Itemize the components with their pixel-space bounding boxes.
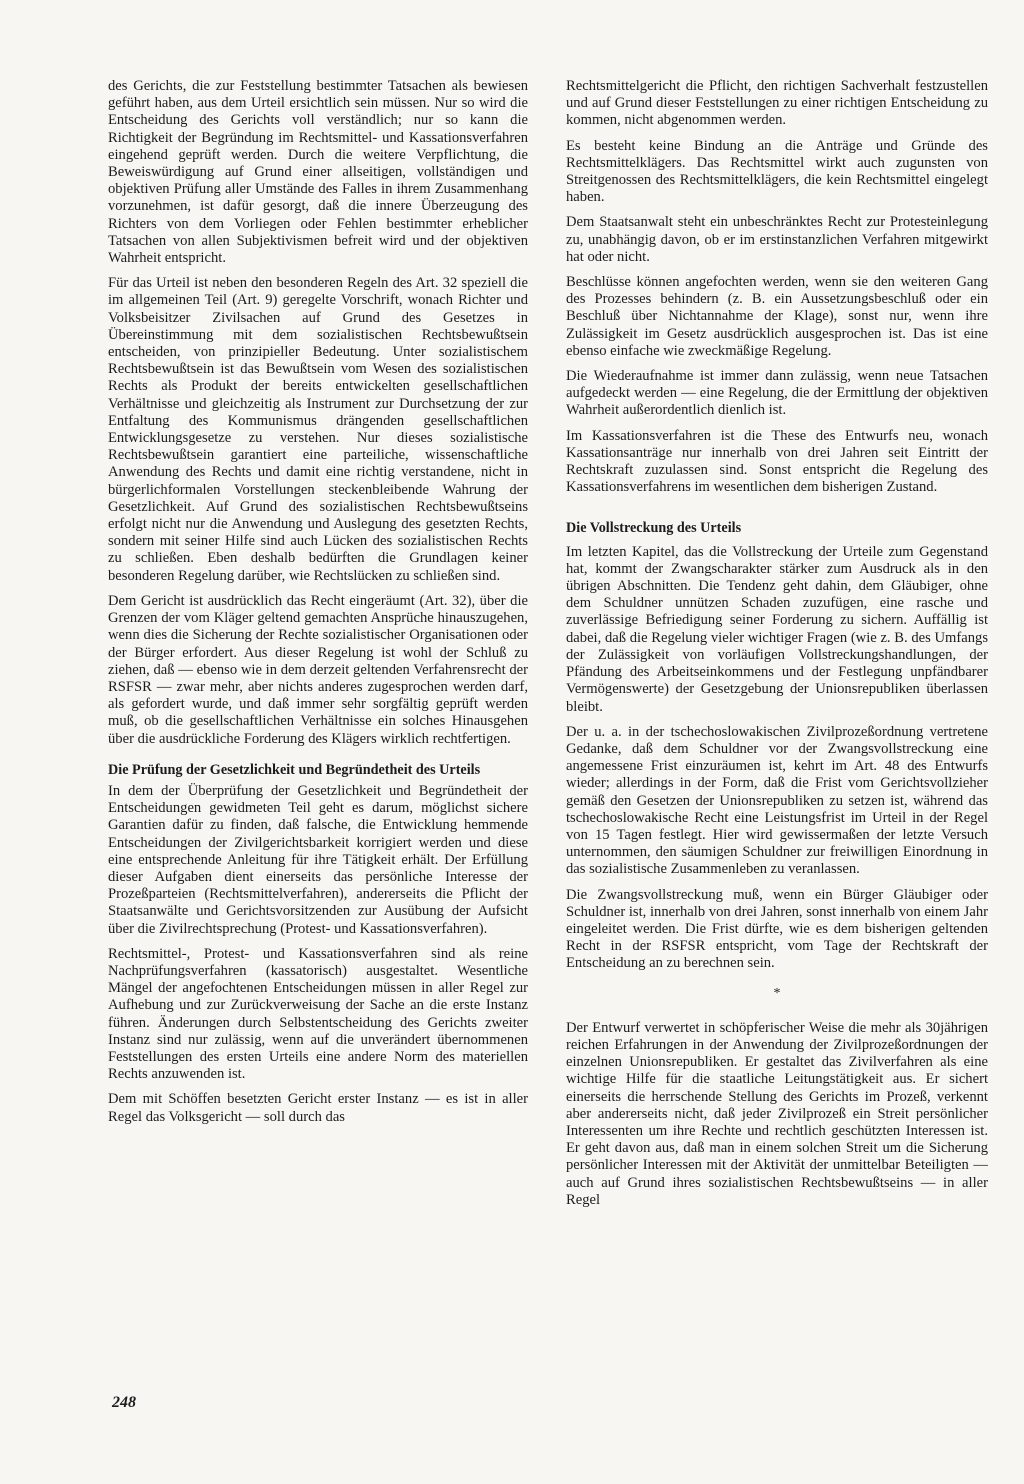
left-column bbox=[108, 78, 528, 1134]
paragraph: Die Wiederaufnahme ist immer dann zulässig, wenn neue Tatsachen aufgedeckt werden — eine Regelung, die der Ermittlung der objektiven Wahrheit außerordentlich dienlich ist. bbox=[566, 368, 988, 419]
paragraph: Rechtsmittelgericht die Pflicht, den richtigen Sachverhalt festzustellen und auf Grund dieser Feststellungen zu einer richtigen Entscheidung zu kommen, nicht abgenommen werden. bbox=[566, 78, 988, 129]
paragraph: Die Zwangsvollstreckung muß, wenn ein Bürger Gläubiger oder Schuldner ist, innerhalb von drei Jahren, sonst innerhalb von einem Jahr eingeleitet werden. Die Frist dürfte, wie es dem bisherigen geltenden Recht in der RSFSR entspricht, vom Tage der Rechtskraft der Entscheidung an zu berechnen sein. bbox=[566, 886, 988, 972]
paragraph: Rechtsmittel-, Protest- und Kassationsverfahren sind als reine Nachprüfungsverfahren (kassatorisch) ausgestaltet. Wesentliche Mängel der angefochtenen Entscheidungen müssen in aller Regel zur Aufhebung und zur Zurückverweisung der Sache an die erste Instanz führen. Änderungen durch Selbstentscheidung des Gerichts zweiter Instanz sind nur zulässig, wenn auf die unverändert übernommenen Feststellungen des ersten Urteils eine andere Norm des materiellen Rechts anzuwenden ist. bbox=[108, 945, 528, 1083]
paragraph: Dem Staatsanwalt steht ein unbeschränktes Recht zur Protesteinlegung zu, unabhängig davon, ob er im erstinstanzlichen Verfahren mitgewirkt hat oder nicht. bbox=[566, 214, 988, 265]
section-separator: * bbox=[773, 985, 781, 1001]
paragraph: Beschlüsse können angefochten werden, wenn sie den weiteren Gang des Prozesses behindern (z. B. ein Aussetzungsbeschluß oder ein Beschluß über Nichtannahme der Klage), sonst nur, wenn ihre Zulässigkeit im Gesetz ausdrücklich ausgesprochen ist. Das ist eine ebenso einfache wie zweckmäßige Regelung. bbox=[566, 274, 988, 359]
paragraph: In dem der Überprüfung der Gesetzlichkeit und Begründetheit der Entscheidungen gewidmeten Teil geht es darum, möglichst sichere Garantien dafür zu finden, daß falsche, die Entwicklung hemmende Entscheidungen der Zivilgerichtsbarkeit korrigiert werden und diese eine entsprechende Anleitung für ihre Tätigkeit erhält. Der Erfüllung dieser Aufgaben dient einerseits das persönliche Interesse der Prozeßparteien (Rechtsmittelverfahren), andererseits die Pflicht der Staatsanwälte und Gerichtsvorsitzenden zur Ausübung der Aufsicht über die Zivilrechtsprechung (Protest- und Kassationsverfahren). bbox=[108, 782, 528, 937]
right-column bbox=[566, 78, 988, 1217]
paragraph: Der Entwurf verwertet in schöpferischer Weise die mehr als 30jährigen reichen Erfahrungen in der Anwendung der Zivilprozeßordnungen der einzelnen Unionsrepubliken. Er gestaltet das Zivilverfahren als eine wichtige Hilfe für die staatliche Leitungstätigkeit aus. Er sichert einerseits die herrschende Stellung des Gerichts im Prozeß, verkennt aber andererseits nicht, daß jeder Zivilprozeß ein Streit persönlicher Interessenten um ihre Rechte und rechtlich geschützten Interessen ist. Er geht davon aus, daß man in einem solchen Streit um die Sicherung persönlicher Interessen mit der Aktivität der unmittelbar Beteiligten — auch auf Grund ihres sozialistischen Rechtsbewußtseins — in aller Regel bbox=[566, 1019, 988, 1208]
page-number: 248 bbox=[112, 1394, 136, 1411]
paragraph: Im Kassationsverfahren ist die These des Entwurfs neu, wonach Kassationsanträge nur innerhalb von drei Jahren seit Eintritt der Rechtskraft zuzulassen sind. Sonst entspricht die Regelung des Kassationsverfahrens im wesentlichen dem bisherigen Zustand. bbox=[566, 427, 988, 496]
paragraph: Dem mit Schöffen besetzten Gericht erster Instanz — es ist in aller Regel das Volksgericht — soll durch das bbox=[108, 1091, 528, 1125]
section-heading: Die Prüfung der Gesetzlichkeit und Begründetheit des Urteils bbox=[108, 761, 481, 778]
paragraph: Es besteht keine Bindung an die Anträge und Gründe des Rechtsmittelklägers. Das Rechtsmittel wirkt auch zugunsten von Streitgenossen des Rechtsmittelklägers, die kein Rechtsmittel eingelegt haben. bbox=[566, 137, 988, 206]
section-heading: Die Vollstreckung des Urteils bbox=[566, 520, 742, 537]
paragraph: Für das Urteil ist neben den besonderen Regeln des Art. 32 speziell die im allgemeinen Teil (Art. 9) geregelte Vorschrift, wonach Richter und Volksbeisitzer Zivilsachen auf Grund des Gesetzes in Übereinstimmung mit dem sozialistischen Rechtsbewußtsein entscheiden, von prinzipieller Bedeutung. Unter sozialistischem Rechtsbewußtsein ist das Bewußtsein vom Wesen des sozialistischen Rechts als Produkt der bereits entwickelten gesellschaftlichen Verhältnisse und gleichzeitig als Instrument zur Durchsetzung der zur Entfaltung des Kommunismus drängenden gesellschaftlichen Entwicklungsgesetze zu verstehen. Nur dieses sozialistische Rechtsbewußtsein garantiert eine parteiliche, wissenschaftliche Anwendung des Rechts und damit eine richtig verstandene, nicht in bürgerlichformalen Vorstellungen steckenbleibende Wahrung der Gesetzlichkeit. Auf Grund des sozialistischen Rechtsbewußtseins erfolgt nicht nur die Anwendung und Auslegung des gesetzten Rechts, sondern mit seiner Hilfe sind auch Lücken des sozialistischen Rechts zu schließen. Eben deshalb bedürften die Grundlagen keiner besonderen Regelung darüber, wie Rechtslücken zu schließen sind. bbox=[108, 275, 528, 584]
paragraph: Dem Gericht ist ausdrücklich das Recht eingeräumt (Art. 32), über die Grenzen der vom Kläger geltend gemachten Ansprüche hinauszugehen, wenn dies die Sicherung der Rechte sozialistischer Organisationen oder der Bürger erfordert. Aus dieser Regelung ist wohl der Schluß zu ziehen, daß — ebenso wie in dem derzeit geltenden Verfahrensrecht der RSFSR — zwar mehr, aber nichts anderes zugesprochen werden darf, als gefordert wurde, und daß immer sehr sorgfältig geprüft werden muß, ob die gesellschaftlichen Verhältnisse ein solches Hinausgehen über die ausdrückliche Forderung des Klägers wirklich rechtfertigen. bbox=[108, 592, 528, 747]
paragraph: Im letzten Kapitel, das die Vollstreckung der Urteile zum Gegenstand hat, kommt der Zwangscharakter stärker zum Ausdruck als in den übrigen Abschnitten. Die Tendenz geht dahin, dem Gläubiger, ohne dem Schuldner unnützen Schaden zuzufügen, eine rasche und zuverlässige Befriedigung seiner Forderung zu sichern. Auffällig ist dabei, daß die Regelung vieler wichtiger Fragen (wie z. B. des Umfangs der Zulässigkeit von vorläufigen Vollstreckungshandlungen, der Pfändung des Arbeitseinkommens und der Festlegung unpfändbarer Vermögenswerte) der Gesetzgebung der Unionsrepubliken überlassen bleibt. bbox=[566, 543, 988, 715]
paragraph: des Gerichts, die zur Feststellung bestimmter Tatsachen als bewiesen geführt haben, aus dem Urteil ersichtlich sein müssen. Nur so wird die Entscheidung des Gerichts voll verständlich; nur so kann die Richtigkeit der Begründung im Rechtsmittel- und Kassationsverfahren eingehend geprüft werden. Durch die weitere Verpflichtung, die Beweiswürdigung auf Grund einer allseitigen, vollständigen und objektiven Prüfung aller Umstände des Falles in ihrem Zusammenhang vorzunehmen, ist dafür gesorgt, daß die innere Überzeugung des Richters von dem Vorliegen oder Fehlen bestimmter erheblicher Tatsachen von allen Subjektivismen befreit wird und der objektiven Wahrheit entspricht. bbox=[108, 78, 528, 267]
paragraph: Der u. a. in der tschechoslowakischen Zivilprozeßordnung vertretene Gedanke, daß dem Schuldner vor der Zwangsvollstreckung eine angemessene Frist einzuräumen ist, kehrt im Art. 48 des Entwurfs wieder; allerdings in der Form, daß die Frist vom Gerichtsvollzieher gemäß den Gesetzen der Unionsrepubliken zu setzen ist, während das tschechoslowakische Recht eine Leistungsfrist im Urteil in der Regel von 15 Tagen festlegt. Hier wird gewissermaßen der letzte Versuch unternommen, den säumigen Schuldner zur freiwilligen Einordnung in das sozialistische Zusammenleben zu veranlassen. bbox=[566, 723, 988, 878]
